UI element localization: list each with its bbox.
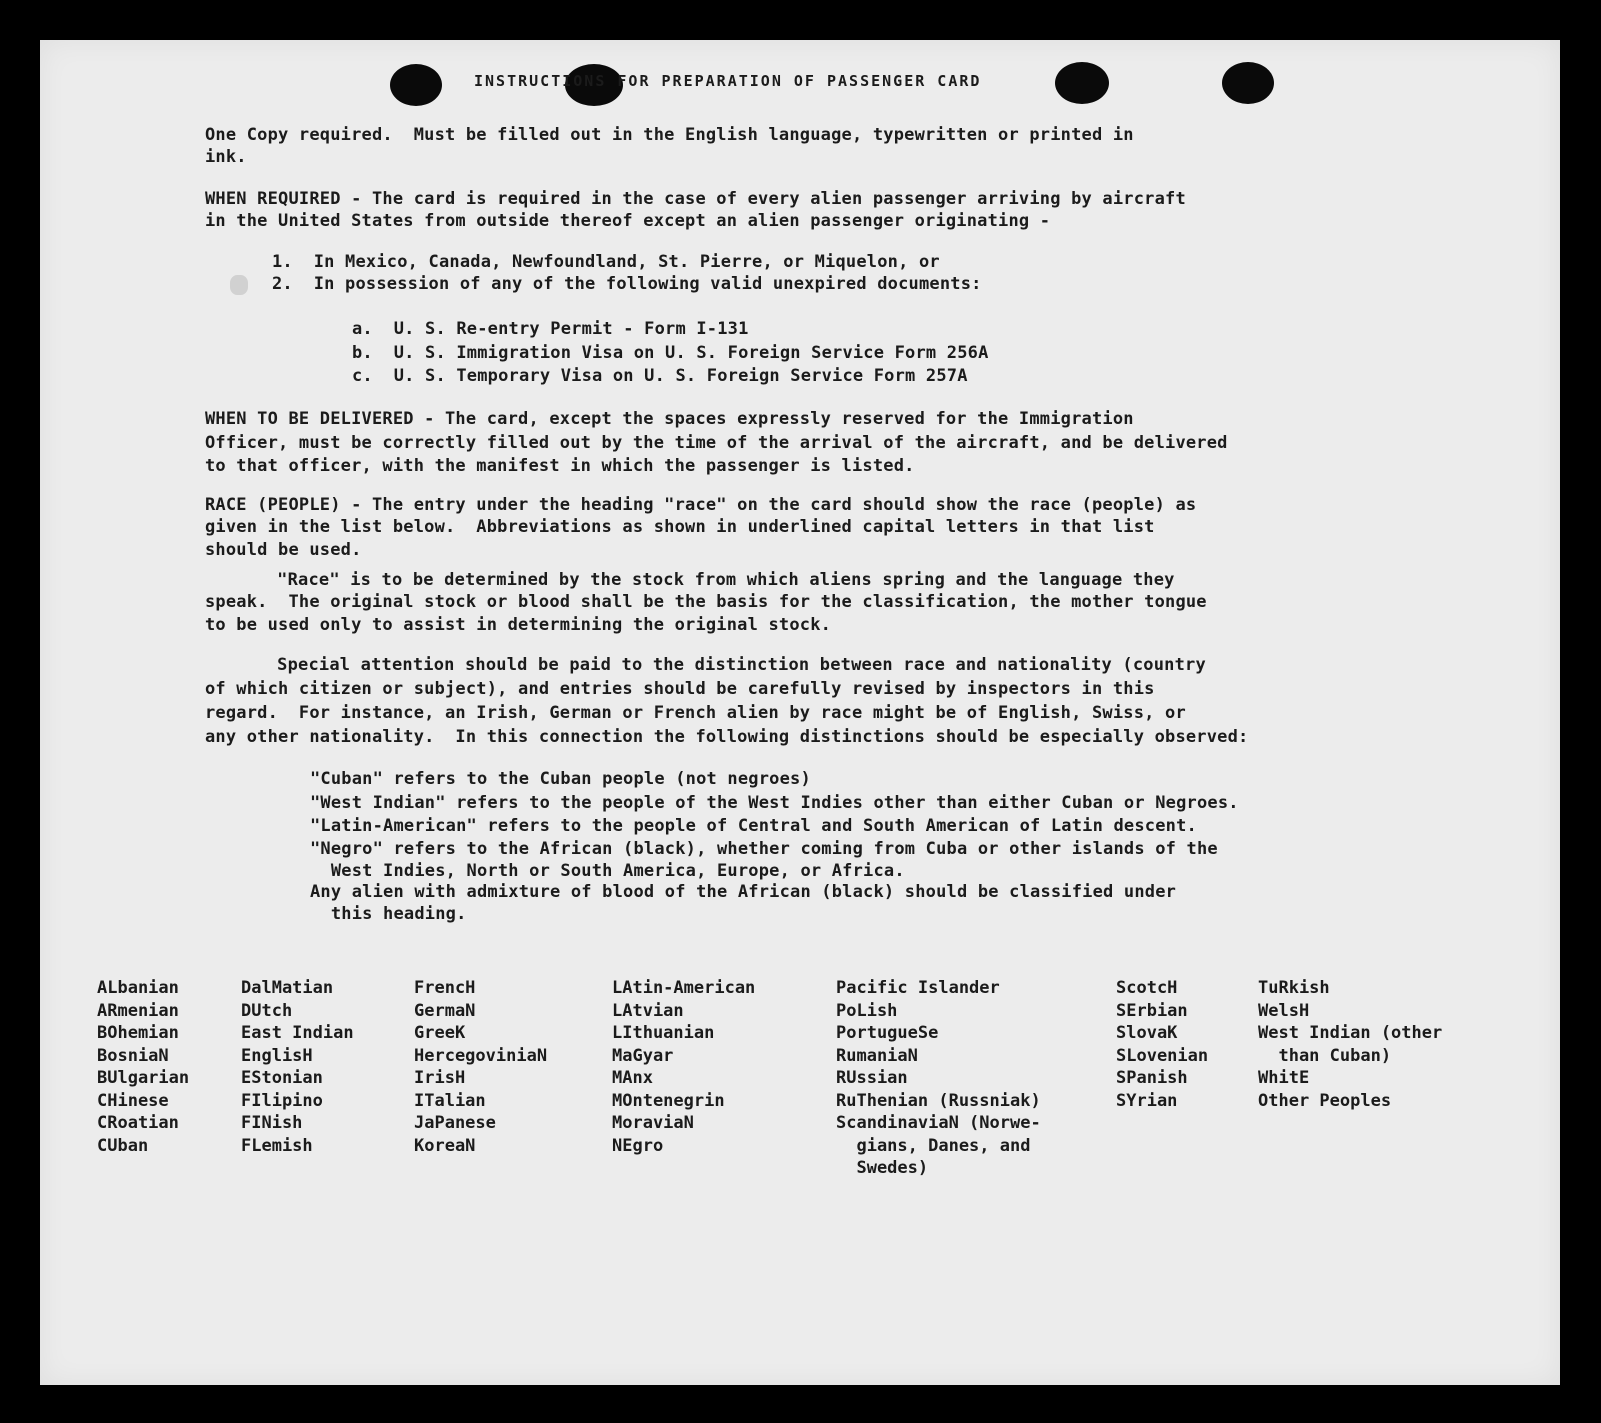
race-list-column-1 (97, 977, 189, 1157)
race-definition-line: "Race" is to be determined by the stock from which aliens spring and the language they (225, 570, 1175, 590)
distinction-line: "Cuban" refers to the Cuban people (not negroes) (310, 769, 811, 789)
distinction-line: "Negro" refers to the African (black), whether coming from Cuba or other islands of the (310, 839, 1218, 859)
race-entry: than Cuban) (1258, 1045, 1392, 1066)
race-entry: MoraviaN (612, 1113, 694, 1133)
scan-smudge (230, 275, 248, 295)
race-entry: FIlipino (241, 1090, 323, 1111)
race-entry: WelsH (1258, 1000, 1310, 1021)
race-entry: ITalian (414, 1090, 486, 1111)
special-attention-line: any other nationality. In this connection the following distinctions should be especially observed: (205, 727, 1249, 747)
origin-item: 2. In possession of any of the following valid unexpired documents: (272, 274, 982, 294)
distinction-line: West Indies, North or South America, Europe, or Africa. (310, 861, 905, 881)
race-entry: NEgro (612, 1135, 664, 1156)
race-entry: BUlgarian (97, 1068, 190, 1088)
special-attention-line: of which citizen or subject), and entries should be carefully revised by inspectors in this (205, 679, 1155, 699)
race-entry: Swedes) (836, 1158, 929, 1178)
race-entry: DalMatian (241, 978, 334, 998)
intro-line-2: ink. (205, 147, 247, 167)
race-entry: GermaN (414, 1000, 476, 1021)
distinction-line: "Latin-American" refers to the people of Central and South American of Latin descent. (310, 816, 1197, 836)
race-entry: FINish (241, 1113, 303, 1133)
when-required-line-1: WHEN REQUIRED - The card is required in the case of every alien passenger arriving by aircraft (205, 189, 1186, 209)
race-entry: Other Peoples (1258, 1090, 1392, 1111)
delivered-line: to that officer, with the manifest in which the passenger is listed. (205, 456, 915, 476)
punch-hole-1 (390, 64, 442, 106)
race-entry: SLovenian (1116, 1045, 1209, 1066)
race-entry: FLemish (241, 1135, 313, 1156)
distinction-line: Any alien with admixture of blood of the African (black) should be classified under (310, 882, 1177, 902)
race-entry: IrisH (414, 1068, 466, 1088)
race-entry: KoreaN (414, 1135, 476, 1156)
race-entry: ARmenian (97, 1000, 179, 1021)
intro-line-1: One Copy required. Must be filled out in the English language, typewritten or printed in (205, 125, 1134, 145)
delivered-line: Officer, must be correctly filled out by the time of the arrival of the aircraft, and be delivered (205, 433, 1228, 453)
race-entry: ScandinaviaN (Norwe- (836, 1113, 1041, 1133)
race-line: given in the list below. Abbreviations as shown in underlined capital letters in that list (205, 517, 1155, 537)
race-entry: BOhemian (97, 1023, 179, 1043)
race-line: RACE (PEOPLE) - The entry under the heading "race" on the card should show the race (people) as (205, 495, 1197, 515)
race-list-column-2 (241, 977, 354, 1157)
race-entry: PoLish (836, 1000, 898, 1021)
document-item: a. U. S. Re-entry Permit - Form I-131 (352, 319, 749, 339)
race-entry: CRoatian (97, 1113, 179, 1133)
delivered-line: WHEN TO BE DELIVERED - The card, except the spaces expressly reserved for the Immigration (205, 409, 1134, 429)
race-list-column-7 (1258, 977, 1442, 1112)
race-entry: RUssian (836, 1068, 908, 1088)
document-item: c. U. S. Temporary Visa on U. S. Foreign Service Form 257A (352, 366, 968, 386)
race-entry: TuRkish (1258, 978, 1330, 998)
race-entry: GreeK (414, 1023, 466, 1043)
race-entry: LAtin-American (612, 978, 756, 998)
race-entry: ScotcH (1116, 978, 1178, 998)
race-entry: HercegoviniaN (414, 1045, 548, 1066)
special-attention-line: Special attention should be paid to the distinction between race and nationality (country (225, 655, 1206, 675)
race-entry: East Indian (241, 1023, 354, 1043)
race-entry: ALbanian (97, 978, 179, 998)
race-entry: SPanish (1116, 1068, 1188, 1088)
race-entry: FrencH (414, 978, 476, 998)
page-title: INSTRUCTIONS FOR PREPARATION OF PASSENGER CARD (474, 72, 982, 90)
race-entry: MaGyar (612, 1045, 674, 1066)
distinction-line: this heading. (310, 904, 467, 924)
race-list-column-5 (836, 977, 1041, 1180)
punch-hole-3 (1055, 62, 1109, 104)
race-entry: SYrian (1116, 1090, 1178, 1111)
race-line: should be used. (205, 540, 362, 560)
race-definition-line: to be used only to assist in determining the original stock. (205, 615, 832, 635)
race-entry: DUtch (241, 1000, 293, 1021)
race-entry: EnglisH (241, 1045, 313, 1066)
race-entry: JaPanese (414, 1113, 496, 1133)
race-list-column-4 (612, 977, 755, 1157)
race-entry: SErbian (1116, 1000, 1188, 1021)
distinction-line: "West Indian" refers to the people of the West Indies other than either Cuban or Negroes. (310, 793, 1239, 813)
punch-hole-4 (1222, 62, 1274, 104)
when-required-line-2: in the United States from outside thereof except an alien passenger originating - (205, 211, 1051, 231)
race-entry: BosniaN (97, 1045, 169, 1066)
race-list-column-3 (414, 977, 547, 1157)
race-entry: LAtvian (612, 1000, 684, 1021)
race-entry: gians, Danes, and (836, 1135, 1031, 1156)
race-entry: LIthuanian (612, 1023, 715, 1043)
special-attention-line: regard. For instance, an Irish, German or French alien by race might be of English, Swiss, or (205, 703, 1186, 723)
race-entry: EStonian (241, 1068, 323, 1088)
race-entry: PortugueSe (836, 1023, 939, 1043)
race-entry: CUban (97, 1135, 149, 1156)
race-definition-line: speak. The original stock or blood shall be the basis for the classification, the mother tongue (205, 592, 1207, 612)
race-entry: MOntenegrin (612, 1090, 725, 1111)
race-list-column-6 (1116, 977, 1208, 1112)
race-entry: Pacific Islander (836, 978, 1000, 998)
race-entry: WhitE (1258, 1068, 1310, 1088)
race-entry: MAnx (612, 1068, 653, 1088)
race-entry: CHinese (97, 1090, 169, 1111)
origin-item: 1. In Mexico, Canada, Newfoundland, St. Pierre, or Miquelon, or (272, 252, 940, 272)
document-item: b. U. S. Immigration Visa on U. S. Foreign Service Form 256A (352, 343, 989, 363)
race-entry: SlovaK (1116, 1023, 1178, 1043)
race-entry: West Indian (other (1258, 1023, 1443, 1043)
race-entry: RumaniaN (836, 1045, 918, 1066)
race-entry: RuThenian (Russniak) (836, 1090, 1041, 1111)
